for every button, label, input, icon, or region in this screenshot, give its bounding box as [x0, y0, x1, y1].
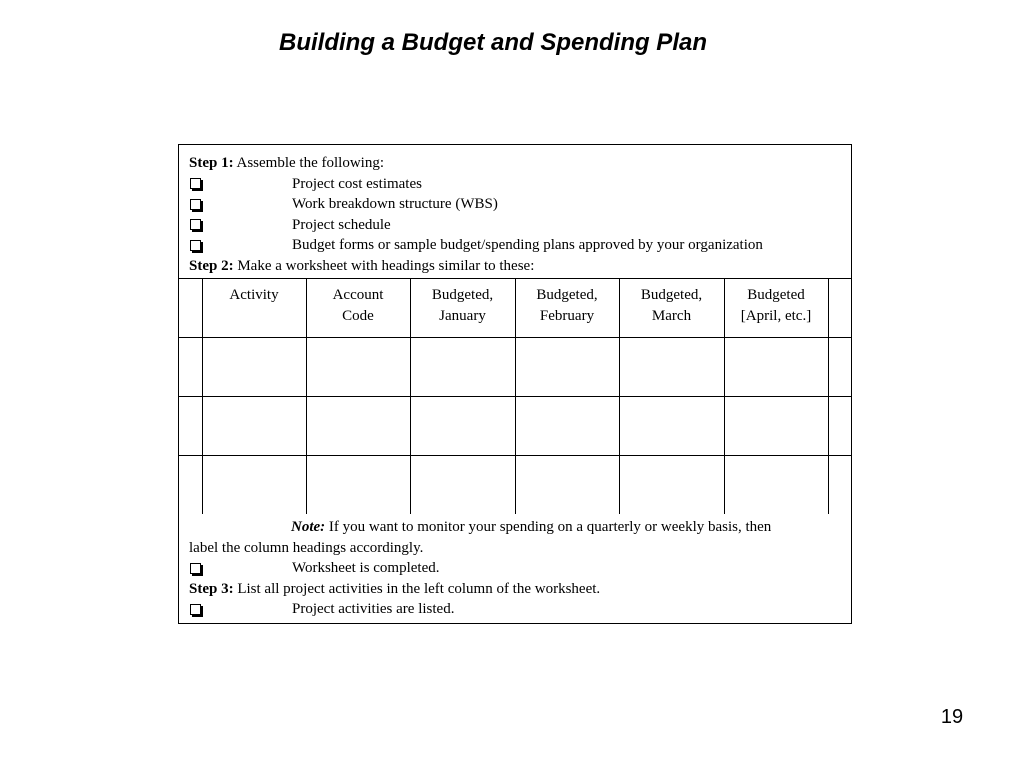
checklist-item	[189, 194, 851, 215]
checklist-item	[189, 215, 851, 236]
checklist-item	[189, 558, 843, 579]
checkbox-icon	[190, 219, 201, 230]
column-header-line: Budgeted,	[431, 287, 494, 303]
column-header-line: Code	[342, 307, 374, 324]
page-number: 19	[940, 706, 964, 728]
note-text: If you want to monitor your spending on a quarterly or weekly basis, then	[325, 519, 772, 535]
worksheet-row	[179, 338, 851, 397]
worksheet-cell	[202, 456, 306, 515]
worksheet-cell	[179, 456, 202, 515]
worksheet-cell	[724, 456, 828, 515]
note-continuation: label the column headings accordingly.	[189, 539, 424, 556]
column-header-line: February	[539, 307, 595, 324]
slide-title: Building a Budget and Spending Plan	[279, 29, 707, 56]
column-header-february	[515, 279, 619, 338]
worksheet-cell	[306, 456, 410, 515]
worksheet-cell	[515, 397, 619, 456]
step-2-label: Step 2:	[189, 257, 234, 274]
column-header-line: March	[651, 307, 692, 324]
checkbox-icon	[190, 199, 201, 210]
worksheet-cell	[619, 456, 724, 515]
column-header-account-code	[306, 279, 410, 338]
worksheet-cell	[179, 397, 202, 456]
header-spacer-right	[828, 279, 851, 338]
note-line	[189, 517, 843, 538]
column-header-line: Budgeted,	[536, 287, 598, 303]
checklist-item	[189, 599, 843, 620]
worksheet-row	[179, 397, 851, 456]
worksheet-cell	[724, 338, 828, 397]
worksheet-cell	[410, 338, 515, 397]
checklist-item-text: Project schedule	[292, 216, 391, 233]
worksheet-cell	[202, 338, 306, 397]
worksheet-cell	[410, 397, 515, 456]
checklist-item	[189, 174, 851, 195]
worksheet-cell	[619, 397, 724, 456]
column-header-line: Budgeted,	[640, 287, 703, 303]
worksheet-header-row	[179, 279, 851, 338]
step-3-label: Step 3:	[189, 580, 234, 597]
worksheet-cell	[515, 338, 619, 397]
column-header-january	[410, 279, 515, 338]
checklist-item-text: Work breakdown structure (WBS)	[292, 196, 498, 212]
worksheet-row	[179, 456, 851, 515]
column-header-line: January	[439, 307, 486, 324]
worksheet-cell	[619, 338, 724, 397]
header-spacer-left	[179, 279, 202, 338]
worksheet-cell	[828, 338, 851, 397]
column-header-line: [April, etc.]	[740, 307, 812, 324]
checkbox-icon	[190, 178, 201, 189]
note-label: Note:	[291, 519, 326, 535]
column-header-march	[619, 279, 724, 338]
column-header-april-etc	[724, 279, 828, 338]
worksheet-cell	[724, 397, 828, 456]
step-3-line	[189, 579, 843, 600]
column-header-line: Activity	[229, 287, 279, 303]
checklist-item-text: Project activities are listed.	[292, 601, 455, 617]
checkbox-icon	[190, 604, 201, 615]
worksheet-table	[179, 279, 851, 514]
notes-step-3-section	[179, 511, 851, 623]
worksheet-cell	[179, 338, 202, 397]
worksheet-cell	[202, 397, 306, 456]
column-header-line: Budgeted	[747, 287, 805, 303]
worksheet-cell	[306, 338, 410, 397]
checklist-item	[189, 235, 851, 256]
column-header-line: Account	[332, 287, 384, 303]
checkbox-icon	[190, 563, 201, 574]
checklist-item-text: Budget forms or sample budget/spending plans approved by your organization	[292, 237, 763, 253]
steps-1-2-section	[179, 145, 851, 279]
step-1-label: Step 1:	[189, 155, 234, 171]
checklist-item-text: Worksheet is completed.	[292, 560, 440, 576]
worksheet-cell	[828, 397, 851, 456]
worksheet-cell	[515, 456, 619, 515]
worksheet-cell	[828, 456, 851, 515]
column-header-activity	[202, 279, 306, 338]
step-1-line	[189, 153, 851, 174]
step-2-line	[189, 256, 851, 277]
worksheet-cell	[410, 456, 515, 515]
step-3-text: List all project activities in the left column of the worksheet.	[233, 580, 601, 597]
checklist-item-text: Project cost estimates	[292, 175, 422, 192]
worksheet-cell	[306, 397, 410, 456]
instructions-box	[178, 144, 852, 624]
checkbox-icon	[190, 240, 201, 251]
step-2-text: Make a worksheet with headings similar to these:	[233, 257, 535, 274]
step-1-text: Assemble the following:	[233, 155, 384, 171]
